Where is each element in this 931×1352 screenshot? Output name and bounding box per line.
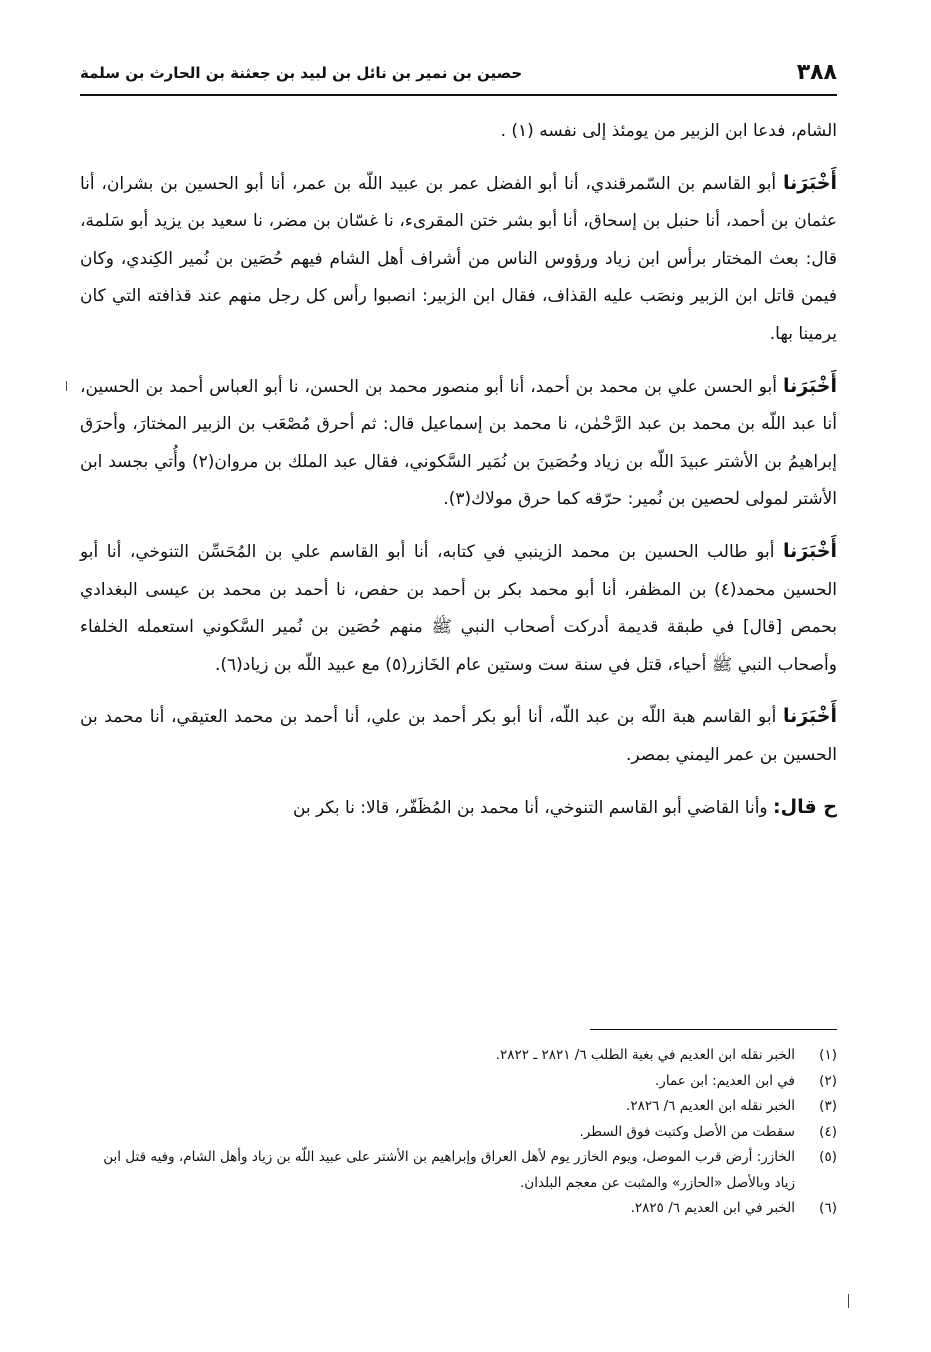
paragraph-lead: أَخْبَرَنا — [782, 171, 837, 194]
footnote — [80, 1069, 837, 1095]
footnote — [80, 1120, 837, 1146]
paragraph-text: أبو القاسم هبة اللّه بن عبد اللّه، أنا أبو بكر أحمد بن علي، أنا أحمد بن محمد العتيقي، أنا محمد بن الحسين بن عمر اليمني بمصر. — [80, 707, 837, 765]
paragraph-lead: أَخْبَرَنا — [782, 705, 837, 728]
running-header — [80, 58, 837, 96]
paragraph-text: وأنا القاضي أبو القاسم التنوخي، أنا محمد بن المُظَفّر، قالا: نا بكر بن — [292, 797, 774, 818]
paragraph-text: أبو القاسم بن السّمرقندي، أنا أبو الفضل عمر بن عبيد اللّه بن عمر، أنا أبو الحسين بن بشران، أنا عثمان بن أحمد، أنا حنبل بن إسحاق، أنا أبو بشر ختن المقرىء، نا غسّان بن مضر، نا سعيد بن يزيد أبو سَلمة، قال: بعث المختار برأس ابن زياد ورؤوس الناس من أشراف أهل الشام فيهم حُصَين بن نُمير الكِندي، وكان فيمن قاتل ابن الزبير ونصَب عليه القذاف، فقال ابن الزبير: انصبوا رأس كل رجل منهم عند قذافته التي كان يرمينا بها. — [80, 173, 837, 344]
footnote-number: (٥) — [819, 1149, 837, 1165]
margin-mark — [848, 1294, 849, 1308]
footnote-text: الخبر نقله ابن العديم في بغية الطلب ٦/ ٢٨٢١ ـ ٢٨٢٢. — [495, 1047, 795, 1063]
footnote-number: (٢) — [819, 1072, 837, 1089]
footnote-text: الخبر نقله ابن العديم ٦/ ٢٨٢٦. — [626, 1098, 795, 1114]
paragraph-text: الشام، فدعا ابن الزبير من يومئذ إلى نفسه (١) . — [500, 121, 837, 141]
main-text — [80, 112, 837, 841]
paragraph-text: أبو الحسن علي بن محمد بن أحمد، أنا أبو منصور محمد بن الحسن، نا أبو العباس أحمد بن الحسين، أنا عبد اللّه بن محمد بن عبد الرَّحْمٰن، نا محمد بن إسماعيل قال: ثم أحرق مُصْعَب بن الزبير المختارَ، وأحرَق إبراهيمُ بن الأشتر عبيدَ اللّه بن زياد وحُصَينَ بن نُمَير السَّكوني، فقال عبد الملك بن مروان(٢) وأُتي بجسد ابن الأشتر لمولى لحصين بن نُمير: حرّقه كما حرق مولاك(٣). — [80, 376, 837, 510]
margin-mark — [66, 381, 67, 391]
paragraph-lead: أَخْبَرَنا — [782, 374, 837, 397]
footnote-text: الخازر: أرض قرب الموصل، ويوم الخازر يوم لأهل العراق وإبراهيم بن الأشتر على عبيد اللّه بن زياد وأهل الشام، وفيه قتل ابن زياد وبالأصل «الحازر» والمثبت عن معجم البلدان. — [103, 1149, 795, 1191]
footnote-text: الخبر في ابن العديم ٦/ ٢٨٢٥. — [630, 1200, 795, 1216]
footnote — [80, 1145, 837, 1196]
footnote-number: (٣) — [819, 1098, 837, 1114]
paragraph-lead: أَخْبَرَنا — [782, 539, 837, 562]
footnote-text: في ابن العديم: ابن عمار. — [655, 1072, 795, 1089]
footnote-text: سقطت من الأصل وكتبت فوق السطر. — [579, 1123, 795, 1140]
paragraph — [80, 698, 837, 774]
paragraph — [80, 789, 837, 828]
footnotes — [80, 1043, 837, 1222]
footnote-number: (٤) — [819, 1123, 837, 1140]
paragraph-lead: ح قال: — [773, 795, 837, 818]
paragraph — [80, 533, 837, 684]
footnote-number: (١) — [819, 1047, 837, 1063]
footnote — [80, 1094, 837, 1120]
footnote-number: (٦) — [819, 1200, 837, 1216]
paragraph-text: أبو طالب الحسين بن محمد الزينبي في كتابه، أنا أبو القاسم علي بن المُحَسِّن التنوخي، أنا أبو الحسين محمد(٤) بن المظفر، أنا أبو محمد بكر بن أحمد بن حفص، نا أحمد بن محمد بن عيسى البغدادي بحمص [قال] في طبقة قديمة أدركت أصحاب النبي ﷺ منهم حُصَين بن نُمير السَّكوني استعمله الخلفاء وأصحاب النبي ﷺ أحياء، قتل في سنة ست وستين عام الخَازر(٥) مع عبيد اللّه بن زياد(٦). — [80, 541, 837, 675]
running-title: حصين بن نمير بن نائل بن لبيد بن جعثنة بن الحارث بن سلمة — [80, 64, 523, 82]
paragraph — [80, 165, 837, 354]
footnote — [80, 1196, 837, 1222]
paragraph — [80, 368, 837, 519]
footnote-divider — [590, 1029, 837, 1030]
paragraph — [80, 112, 837, 151]
page-number: ٣٨٨ — [796, 60, 837, 85]
footnote — [80, 1043, 837, 1069]
